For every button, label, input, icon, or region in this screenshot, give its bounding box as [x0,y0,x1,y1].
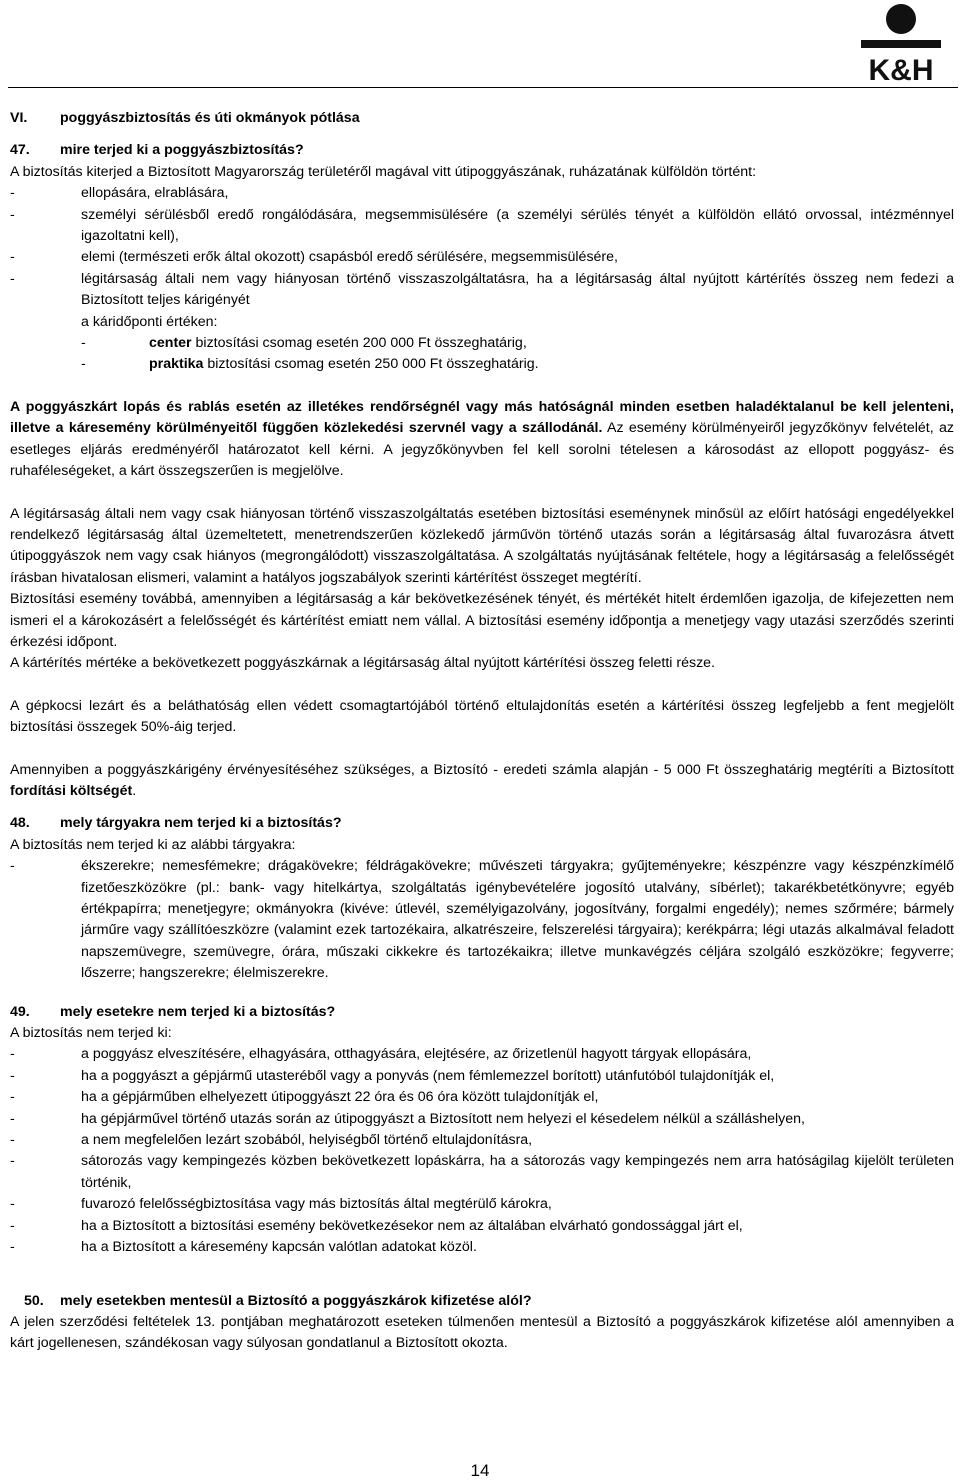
list-item [10,1087,954,1108]
list-text: ékszerekre; nemesfémekre; drágakövekre; féldrágakövekre; művészeti tárgyakra; gyűjteményekre; készpénzre vagy készpénzkímélő fizetőeszközökre (pl.: bank- vagy hitelkártya, szolgáltatás igénybevételére jogosító utalvány, síbérlet); takarékbetétkönyvre; egyéb értékpapírra; menetjegyre; okmányokra (kivéve: útlevél, személyigazolvány, jogosítvány, forgalmi engedély); nemes szőrmére; bármely járműre vagy szállítóeszközre (valamint ezek tartozékaira, alkatrészeire, felszerelési tárgyaira); kerékpárra; légi utazás alkalmával feladott napszemüvegre, szemüvegre, órára, műszaki cikkekre és tartozékaikra; illetve munkavégzés céljára szolgáló eszközökre; fegyverre; lőszerre; hangszerekre; élelmiszerekre. [81,858,954,982]
q49-title: mely esetekre nem terjed ki a biztosítás? [60,1003,336,1020]
list-item [10,183,954,204]
list-item [10,1044,954,1065]
logo-bar [861,40,941,48]
logo-circle [886,4,916,34]
list-dash: - [10,1153,15,1170]
list-dash: - [10,1089,15,1106]
list-dash: - [10,1239,15,1256]
q48-heading [10,813,954,834]
list-text: a nem megfelelően lezárt szobából, helyiségből történő eltulajdonításra, [81,1132,533,1149]
q49-heading [10,1002,954,1023]
list-text: sátorozás vagy kempingezés közben bekövetkezett lopáskárra, ha a sátorozás vagy kempingezés nem arra hatóságilag kijelölt területen történik, [81,1153,954,1191]
theft-rest: Az esemény körülményeiről jegyzőkönyv felvételét, az esetleges eljárás eredményéről határozatot kell kérni. A jegyzőkönyvben fel kell sorolni tételesen a károsodást az ellopott poggyász- és ruhaféleségeket, a kárt összegszerűen is megjelölve. [10,420,954,480]
header-rule [8,87,958,88]
list-item [10,1109,954,1130]
list-text: ha a Biztosított a biztosítási esemény bekövetkezésekor nem az általában elvárható gondossággal járt el, [81,1217,743,1234]
list-item [10,1216,954,1237]
q47-heading [10,140,954,161]
list-text: ha gépjárművel történő utazás során az útipoggyászt a Biztosított nem helyezi el késedelem nélkül a szálláshelyen, [81,1110,805,1127]
section-number: VI. [10,110,28,126]
list-dash: - [81,356,86,373]
q47-intro: A biztosítás kiterjed a Biztosított Magyarország területéről magával vitt útipoggyászának, ruházatának külföldön történt: [10,163,757,180]
list-text: a poggyász elveszítésére, elhagyására, otthagyására, elejtésére, az őrizetlenül hagyott tárgyak ellopására, [81,1046,752,1063]
airline-paragraph: A kártérítés mértéke a bekövetkezett poggyászkárnak a légitársaság által nyújtott kártérítési összeg feletti része. [10,655,715,672]
page-number: 14 [470,1461,490,1480]
list-item [10,269,954,312]
q48-title: mely tárgyakra nem terjed ki a biztosítás? [60,815,342,832]
list-text: személyi sérülésből eredő rongálódására, megsemmisülésére (a személyi sérülés tényét a külföldön ellátó orvossal, intézménnyel igazoltatni kell), [81,206,954,245]
list-dash: - [81,335,86,352]
list-text: elemi (természeti erők által okozott) csapásból eredő sérülésére, megsemmisülésére, [81,249,618,266]
package-item [10,333,954,354]
q50-heading [10,1291,954,1312]
list-dash: - [10,1132,15,1149]
list-text: ha a poggyászt a gépjármű utasteréből vagy a ponyvás (nem fémlemezzel borított) utánfutóból tulajdonítják el, [81,1067,775,1084]
translation-paragraph [10,760,954,803]
translation-bold: fordítási költségét [10,782,133,799]
package-text: biztosítási csomag esetén 250 000 Ft összeghatárig. [203,356,539,373]
q48-intro: A biztosítás nem terjed ki az alábbi tárgyakra: [10,836,296,853]
list-dash: - [10,206,15,223]
list-text: ha a gépjárműben elhelyezett útipoggyászt 22 óra és 06 óra között tulajdonítják el, [81,1089,599,1106]
list-text: légitársaság általi nem vagy hiányosan történő visszaszolgáltatásra, ha a légitársaság által nyújtott kártérítés összeg nem fedezi a Biztosított teljes kárigényét [81,270,954,309]
list-item [10,1194,954,1215]
q48-number: 48. [10,815,30,832]
translation-post: . [132,782,137,799]
list-dash: - [10,1217,15,1234]
list-item [10,1151,954,1194]
list-item [10,1130,954,1151]
list-dash: - [10,1110,15,1127]
logo-text: K&H [868,54,934,84]
list-dash: - [10,858,15,875]
list-item [10,1066,954,1087]
list-text: ellopására, elrablására, [81,185,229,202]
package-name: center [149,335,192,352]
list-item [10,205,954,248]
value-label: a káridőponti értéken: [81,313,218,330]
q50-title: mely esetekben mentesül a Biztosító a poggyászkárok kifizetése alól? [60,1292,532,1309]
package-text: biztosítási csomag esetén 200 000 Ft összeghatárig, [191,335,527,352]
list-text: fuvarozó felelősségbiztosítása vagy más biztosítás által megtérülő károkra, [81,1196,552,1213]
translation-pre: Amennyiben a poggyászkárigény érvényesítéséhez szükséges, a Biztosító - eredeti számla alapján - 5 000 Ft összeghatárig megtéríti a Biztosított [10,761,954,778]
list-dash: - [10,1046,15,1063]
kh-logo [848,0,954,84]
list-text: ha a Biztosított a káresemény kapcsán valótlan adatokat közöl. [81,1239,477,1256]
list-dash: - [10,1196,15,1213]
q50-text: A jelen szerződési feltételek 13. pontjában meghatározott eseteken túlmenően mentesül a Biztosító a poggyászkárok kifizetése alól amennyiben a kárt jogellenesen, szándékosan vagy súlyosan gondatlanul a Biztosított okozta. [10,1313,954,1352]
list-dash: - [10,249,15,266]
section-title: poggyászbiztosítás és úti okmányok pótlása [60,110,360,126]
package-item [10,354,954,375]
list-dash: - [10,270,15,287]
package-name: praktika [149,356,204,373]
airline-paragraph: Biztosítási esemény továbbá, amennyiben a légitársaság a kár bekövetkezésének tényét, és mértékét hitelt érdemlően igazolja, de kifejezetten nem ismeri el a károkozásért a felelősségét és kártérítést emiatt nem vállal. A biztosítási esemény időpontja a menetjegy vagy utazási szerződés szerinti érkezési időpont. [10,591,954,650]
list-dash: - [10,1067,15,1084]
list-item [10,1237,954,1258]
list-item [10,856,954,984]
q47-title: mire terjed ki a poggyászbiztosítás? [60,142,304,159]
section-heading [10,108,954,129]
theft-paragraph [10,397,954,483]
q47-number: 47. [10,142,30,159]
airline-paragraph: A légitársaság általi nem vagy csak hiányosan történő visszaszolgáltatás esetében biztosítási eseménynek minősül az előírt hatósági engedélyekkel rendelkező légitársaság által üzemeltetett, menetrendszerűen közlekedő járművön történő utazás során a légitársaság által fuvarozásra átvett útipoggyászok nem vagy csak hiányos (megrongálódott) visszaszolgáltatása. A szolgáltatás nyújtásának feltétele, hogy a légitársaság a felelősségét írásban hivatalosan elismeri, valamint a hatályos jogszabályok szerinti kártérítést összeget megtérítí. [10,505,954,586]
q49-number: 49. [10,1003,30,1020]
theft-bold: A poggyászkárt lopás és rablás esetén az illetékes rendőrségnél vagy más hatóságnál minden esetben haladéktalanul be kell jelenteni, illetve a káresemény körülményeitől függően közlekedési szervnél vagy a szállodánál. [10,398,954,437]
list-item [10,247,954,268]
q49-intro: A biztosítás nem terjed ki: [10,1025,172,1042]
car-paragraph: A gépkocsi lezárt és a beláthatóság ellen védett csomagtartójából történő eltulajdonítás esetén a kártérítési összeg legfeljebb a fent megjelölt biztosítási összegek 50%-áig terjed. [10,697,954,736]
document-body [10,108,954,1355]
list-dash: - [10,185,15,202]
q50-number: 50. [24,1292,44,1309]
